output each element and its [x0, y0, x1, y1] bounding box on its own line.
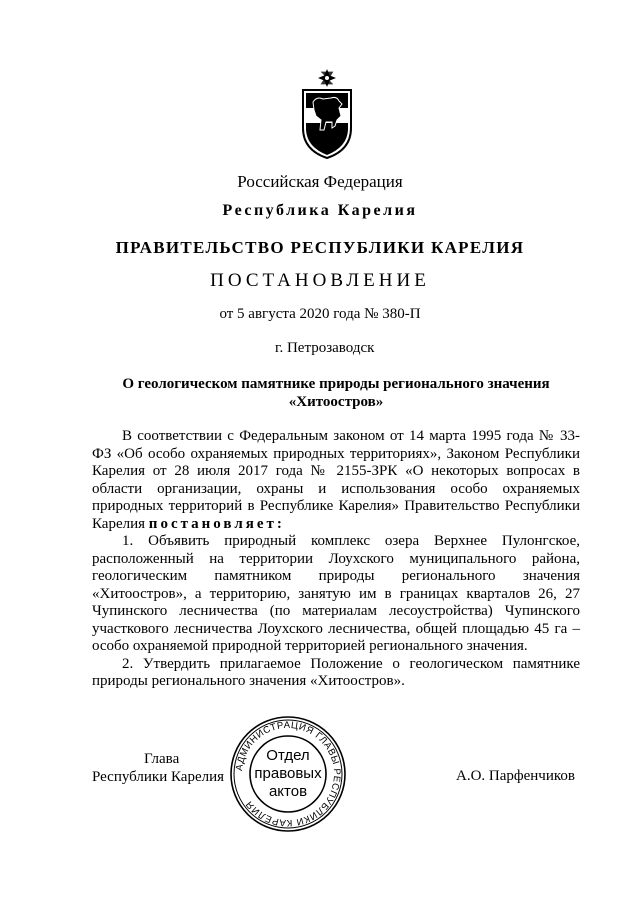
stamp-line-2: правовых: [254, 765, 322, 782]
title-line-2: «Хитоостров»: [288, 394, 384, 410]
preamble-text: В соответствии с Федеральным законом от 14 марта 1995 года № 33-ФЗ «Об особо охраняемых природных территориях», Законом Республики Карелия от 28 июля 2017 года № 2155-ЗРК «О некоторых вопросах в области организации, охраны и использования особо охраняемых природных территорий в Республике Карелия» Правительство Республики Карелия: [92, 428, 580, 532]
item-2-paragraph: 2. Утвердить прилагаемое Положение о геологическом памятнике природы регионального значения «Хитоостров».: [92, 655, 580, 689]
item-1-paragraph: 1. Объявить природный комплекс озера Верхнее Пулонгское, расположенный на территории Лоухского муниципального района, геологическим памятником природы регионального значения «Хитоостров», а территорию, занятую им в границах кварталов 26, 27 Чупинского лесничества (по материалам лесоустройства) Чупинского участкового лесничества Лоухского лесничества, общей площадью 45 га – особо охраняемой природной территорией регионального значения.: [92, 533, 580, 654]
document-type: ПОСТАНОВЛЕНИЕ: [210, 270, 430, 291]
title-line-1: О геологическом памятнике природы регионального значения: [122, 376, 550, 392]
city-name: г. Петрозаводск: [275, 340, 375, 356]
signatory-name: А.О. Парфенчиков: [456, 768, 575, 784]
republic-name: Республика Карелия: [222, 202, 418, 219]
legal-department-stamp: [228, 714, 348, 834]
date-and-number: от 5 августа 2020 года № 380-П: [219, 306, 421, 322]
signatory-title-line-2: Республики Карелия: [92, 769, 225, 785]
country-name: Российская Федерация: [237, 172, 403, 191]
document-title: [92, 375, 580, 411]
karelia-coat-of-arms-icon: [299, 68, 355, 160]
stamp-line-3: актов: [268, 783, 308, 800]
document-body: [92, 428, 580, 691]
decree-word: постановляет:: [148, 515, 285, 532]
stamp-line-1: Отдел: [266, 747, 310, 764]
signatory-title: [92, 750, 224, 786]
government-name: ПРАВИТЕЛЬСТВО РЕСПУБЛИКИ КАРЕЛИЯ: [115, 238, 525, 257]
stamp-ring-text: АДМИНИСТРАЦИЯ ГЛАВЫ РЕСПУБЛИКИ КАРЕЛИЯ: [234, 719, 343, 829]
preamble-paragraph: [92, 428, 580, 533]
signatory-title-line-1: Глава: [144, 751, 180, 767]
